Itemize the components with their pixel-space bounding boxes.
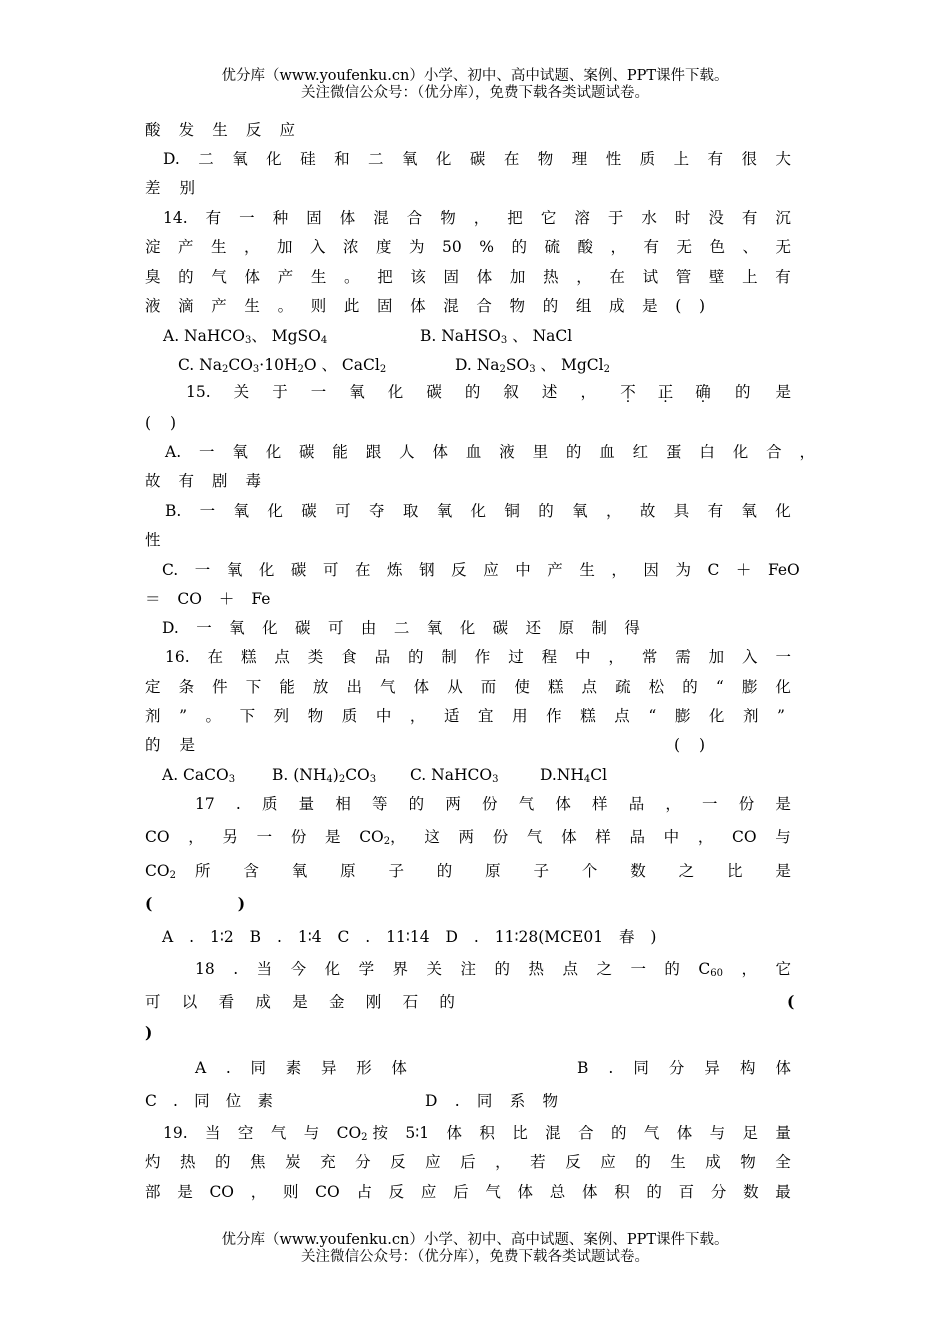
q18-option-a: A . 同 素 异 形 体 [195, 1059, 407, 1077]
question-15 [186, 381, 791, 403]
q16-option-a: A. CaCO$_3$ [162, 766, 236, 785]
text-line: ＝ CO ＋ Fe [145, 590, 271, 608]
text-line: 差 别 [145, 179, 195, 197]
question-14-line: 臭 的 气 体 产 生 。 把 该 固 体 加 热 ， 在 试 管 壁 上 有 [145, 268, 791, 286]
q15-tail: 的 是 [735, 383, 791, 401]
q15-text: 15. 关 于 一 氧 化 碳 的 叙 述 ， [186, 383, 596, 401]
q18-option-b: B . 同 分 异 构 体 [577, 1059, 791, 1077]
q16-option-c: C. NaHCO$_3$ [410, 766, 499, 785]
question-19: 19. 当 空 气 与 $CO_2$ 按 5∶1 体 积 比 混 合 的 气 体 与 足 量 [163, 1124, 791, 1143]
q15-option-a: A. 一 氧 化 碳 能 跟 人 体 血 液 里 的 血 红 蛋 白 化 合 ， [165, 443, 815, 461]
q16-option-b: B. $(NH_4)_2CO_3$ [272, 766, 377, 785]
question-14-line: 液 滴 产 生 。 则 此 固 体 混 合 物 的 组 成 是 ( ) [145, 297, 705, 315]
q14-option-b: B. NaHSO$_3$ 、 NaCl [420, 327, 573, 346]
q16-paren: ( ) [674, 736, 706, 754]
q18-option-d: D . 同 系 物 [425, 1092, 558, 1110]
question-18: 18 . 当 今 化 学 界 关 注 的 热 点 之 一 的 $C_{60}$ ， 它 [195, 960, 791, 979]
question-17-line: CO ， 另 一 份 是 $CO_2$， 这 两 份 气 体 样 品 中 ， CO 与 [145, 828, 791, 847]
question-19-line: 灼 热 的 焦 炭 充 分 反 应 后 ， 若 反 应 的 生 成 物 全 [145, 1153, 791, 1171]
co2-label: $CO_2$ [145, 862, 176, 881]
text-line: 酸 发 生 反 应 [145, 121, 295, 139]
question-19-line: 部 是 CO ， 则 CO 占 反 应 后 气 体 总 体 积 的 百 分 数 最 [145, 1183, 791, 1201]
question-17: 17 . 质 量 相 等 的 两 份 气 体 样 品 ， 一 份 是 [195, 795, 791, 813]
text-line: 故 有 剧 毒 [145, 472, 261, 490]
question-16: 16. 在 糕 点 类 食 品 的 制 作 过 程 中 ， 常 需 加 入 一 [165, 648, 791, 666]
q15-option-b: B. 一 氧 化 碳 可 夺 取 氧 化 铜 的 氧 ， 故 具 有 氧 化 [165, 502, 791, 520]
question-16-line: 定 条 件 下 能 放 出 气 体 从 而 使 糕 点 疏 松 的 “ 膨 化 [145, 678, 791, 696]
q17-options: A . 1∶2 B . 1∶4 C . 11∶14 D . 11∶28(MCE01 春 ) [162, 928, 657, 946]
option-d: D. 二 氧 化 硅 和 二 氧 化 碳 在 物 理 性 质 上 有 很 大 [163, 150, 791, 168]
q15-paren: ( ) [145, 414, 177, 432]
q15-option-c: C. 一 氧 化 碳 可 在 炼 钢 反 应 中 产 生 ， 因 为 C ＋ FeO [162, 561, 800, 579]
footer-line-2: 关注微信公众号：（优分库），免费下载各类试题试卷。 [301, 1249, 649, 1265]
q14-option-d: D. $Na_2SO_3$ 、 MgCl$_2$ [455, 356, 610, 375]
header-line-1: 优分库（www.youfenku.cn）小学、初中、高中试题、案例、PPT课件下载。 [221, 68, 729, 84]
q18-paren-close: ) [145, 1023, 153, 1042]
question-18-line: 可 以 看 成 是 金 刚 石 的 [145, 993, 455, 1011]
header-line-2: 关注微信公众号：（优分库），免费下载各类试题试卷。 [301, 85, 649, 101]
q14-option-a: A. NaHCO$_3$、 MgSO$_4$ [163, 327, 328, 346]
question-17-line: 所 含 氧 原 子 的 原 子 个 数 之 比 是 [195, 862, 791, 880]
q15-emph: 不 · 正 · 确 · [620, 381, 711, 403]
question-14: 14. 有 一 种 固 体 混 合 物 ， 把 它 溶 于 水 时 没 有 沉 [163, 209, 791, 227]
q15-option-d: D. 一 氧 化 碳 可 由 二 氧 化 碳 还 原 制 得 [162, 619, 640, 637]
q16-option-d: $D.NH_4Cl$ [540, 766, 608, 785]
q14-option-c: C. $Na_2CO_3\cdot 10H_2O$ 、 CaCl$_2$ [178, 356, 387, 375]
text-line: 性 [145, 531, 161, 549]
question-14-line: 淀 产 生 ， 加 入 浓 度 为 50 % 的 硫 酸 ， 有 无 色 、 无 [145, 238, 791, 256]
q17-paren: ( ) [145, 894, 246, 913]
page-footer [0, 1232, 950, 1266]
question-16-line: 剂 ” 。 下 列 物 质 中 ， 适 宜 用 作 糕 点 “ 膨 化 剂 ” [145, 707, 785, 725]
page-header [0, 68, 950, 102]
footer-line-1: 优分库（www.youfenku.cn）小学、初中、高中试题、案例、PPT课件下载。 [221, 1232, 729, 1248]
question-16-line: 的 是 [145, 736, 195, 754]
q18-paren-open: ( [787, 992, 795, 1011]
q18-option-c: C . 同 位 素 [145, 1092, 273, 1110]
